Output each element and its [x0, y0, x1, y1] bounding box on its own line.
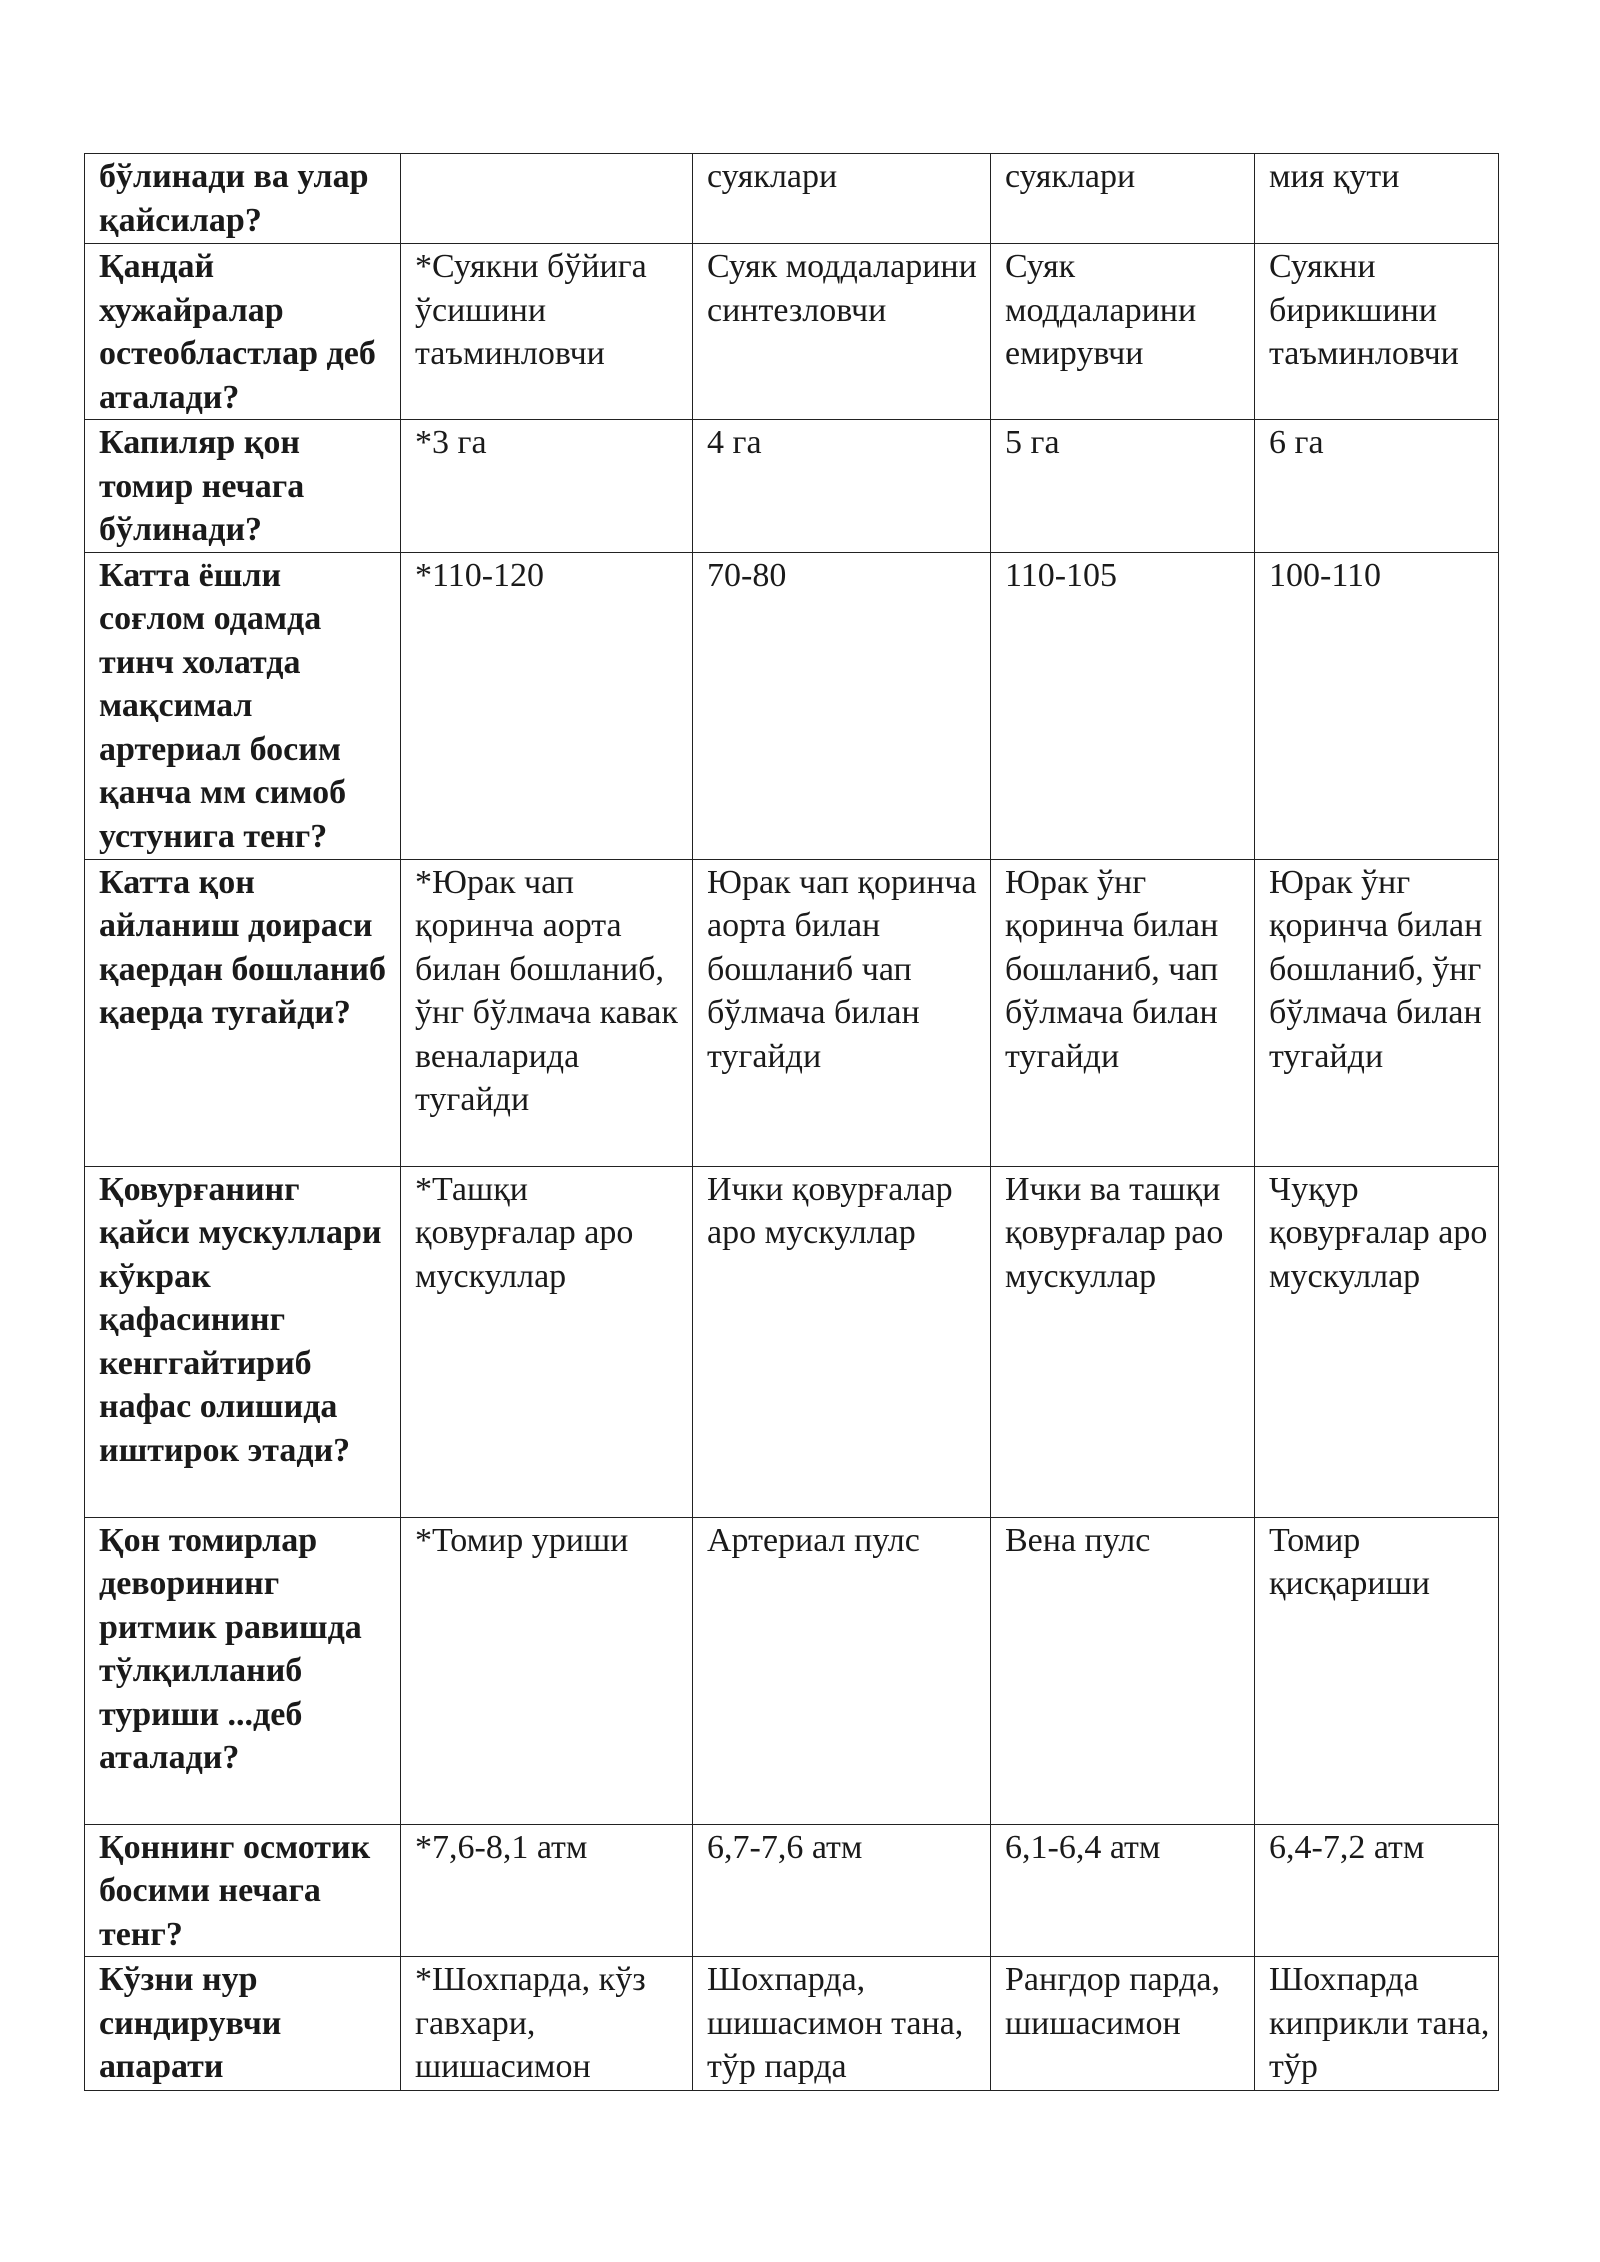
answer-cell: 6,1-6,4 атм [991, 1824, 1255, 1957]
answer-cell: Ички ва ташқи қовурғалар рао мускуллар [991, 1166, 1255, 1517]
table-row [85, 244, 1499, 420]
question-cell: бўлинади ва улар қайсилар? [85, 154, 401, 244]
answer-cell: 5 га [991, 420, 1255, 553]
quiz-table [84, 153, 1499, 2091]
table-row [85, 859, 1499, 1166]
answer-cell-correct: *Суякни бўйига ўсишини таъминловчи [401, 244, 693, 420]
question-cell: Қоннинг осмотик босими нечага тенг? [85, 1824, 401, 1957]
answer-cell: 4 га [693, 420, 991, 553]
answer-cell: 100-110 [1255, 552, 1499, 859]
question-cell: Катта ёшли соғлом одамда тинч холатда мақсимал артериал босим қанча мм симоб устунига тенг? [85, 552, 401, 859]
answer-cell: суяклари [991, 154, 1255, 244]
table-row [85, 1517, 1499, 1824]
answer-cell: Артериал пулс [693, 1517, 991, 1824]
answer-cell: Чуқур қовурғалар аро мускуллар [1255, 1166, 1499, 1517]
answer-cell: Суяк моддаларини емирувчи [991, 244, 1255, 420]
answer-cell: Вена пулс [991, 1517, 1255, 1824]
table-row [85, 1957, 1499, 2091]
answer-cell: Рангдор парда, шишасимон [991, 1957, 1255, 2091]
answer-cell: Суяк моддаларини синтезловчи [693, 244, 991, 420]
answer-cell: суяклари [693, 154, 991, 244]
answer-cell: Суякни бирикшини таъминловчи [1255, 244, 1499, 420]
question-cell: Капиляр қон томир нечага бўлинади? [85, 420, 401, 553]
answer-cell-correct: *3 га [401, 420, 693, 553]
answer-cell: Шохпарда киприкли тана, тўр [1255, 1957, 1499, 2091]
answer-cell-correct: *Ташқи қовурғалар аро мускуллар [401, 1166, 693, 1517]
question-cell: Қон томирлар деворининг ритмик равишда тўлқилланиб туриши ...деб аталади? [85, 1517, 401, 1824]
answer-cell: Ички қовурғалар аро мускуллар [693, 1166, 991, 1517]
answer-cell [401, 154, 693, 244]
table-row [85, 420, 1499, 553]
answer-cell: 6,4-7,2 атм [1255, 1824, 1499, 1957]
answer-cell: 6,7-7,6 атм [693, 1824, 991, 1957]
answer-cell: Юрак ўнг қоринча билан бошланиб, чап бўлмача билан тугайди [991, 859, 1255, 1166]
answer-cell-correct: *110-120 [401, 552, 693, 859]
table-row [85, 154, 1499, 244]
answer-cell: Томир қисқариши [1255, 1517, 1499, 1824]
question-cell: Катта қон айланиш доираси қаердан бошланиб қаерда тугайди? [85, 859, 401, 1166]
question-cell: Қандай хужайралар остеобластлар деб аталади? [85, 244, 401, 420]
answer-cell: Юрак чап қоринча аорта билан бошланиб чап бўлмача билан тугайди [693, 859, 991, 1166]
answer-cell: 110-105 [991, 552, 1255, 859]
answer-cell-correct: *Шохпарда, кўз гавхари, шишасимон [401, 1957, 693, 2091]
answer-cell-correct: *7,6-8,1 атм [401, 1824, 693, 1957]
answer-cell: 70-80 [693, 552, 991, 859]
table-row [85, 1166, 1499, 1517]
question-cell: Кўзни нур синдирувчи апарати [85, 1957, 401, 2091]
answer-cell-correct: *Юрак чап қоринча аорта билан бошланиб, ўнг бўлмача кавак веналарида тугайди [401, 859, 693, 1166]
answer-cell: Шохпарда, шишасимон тана, тўр парда [693, 1957, 991, 2091]
question-cell: Қовурғанинг қайси мускуллари кўкрак қафасининг кенггайтириб нафас олишида иштирок этади? [85, 1166, 401, 1517]
table-row [85, 552, 1499, 859]
answer-cell-correct: *Томир уриши [401, 1517, 693, 1824]
table-row [85, 1824, 1499, 1957]
answer-cell: Юрак ўнг қоринча билан бошланиб, ўнг бўлмача билан тугайди [1255, 859, 1499, 1166]
answer-cell: мия қути [1255, 154, 1499, 244]
answer-cell: 6 га [1255, 420, 1499, 553]
